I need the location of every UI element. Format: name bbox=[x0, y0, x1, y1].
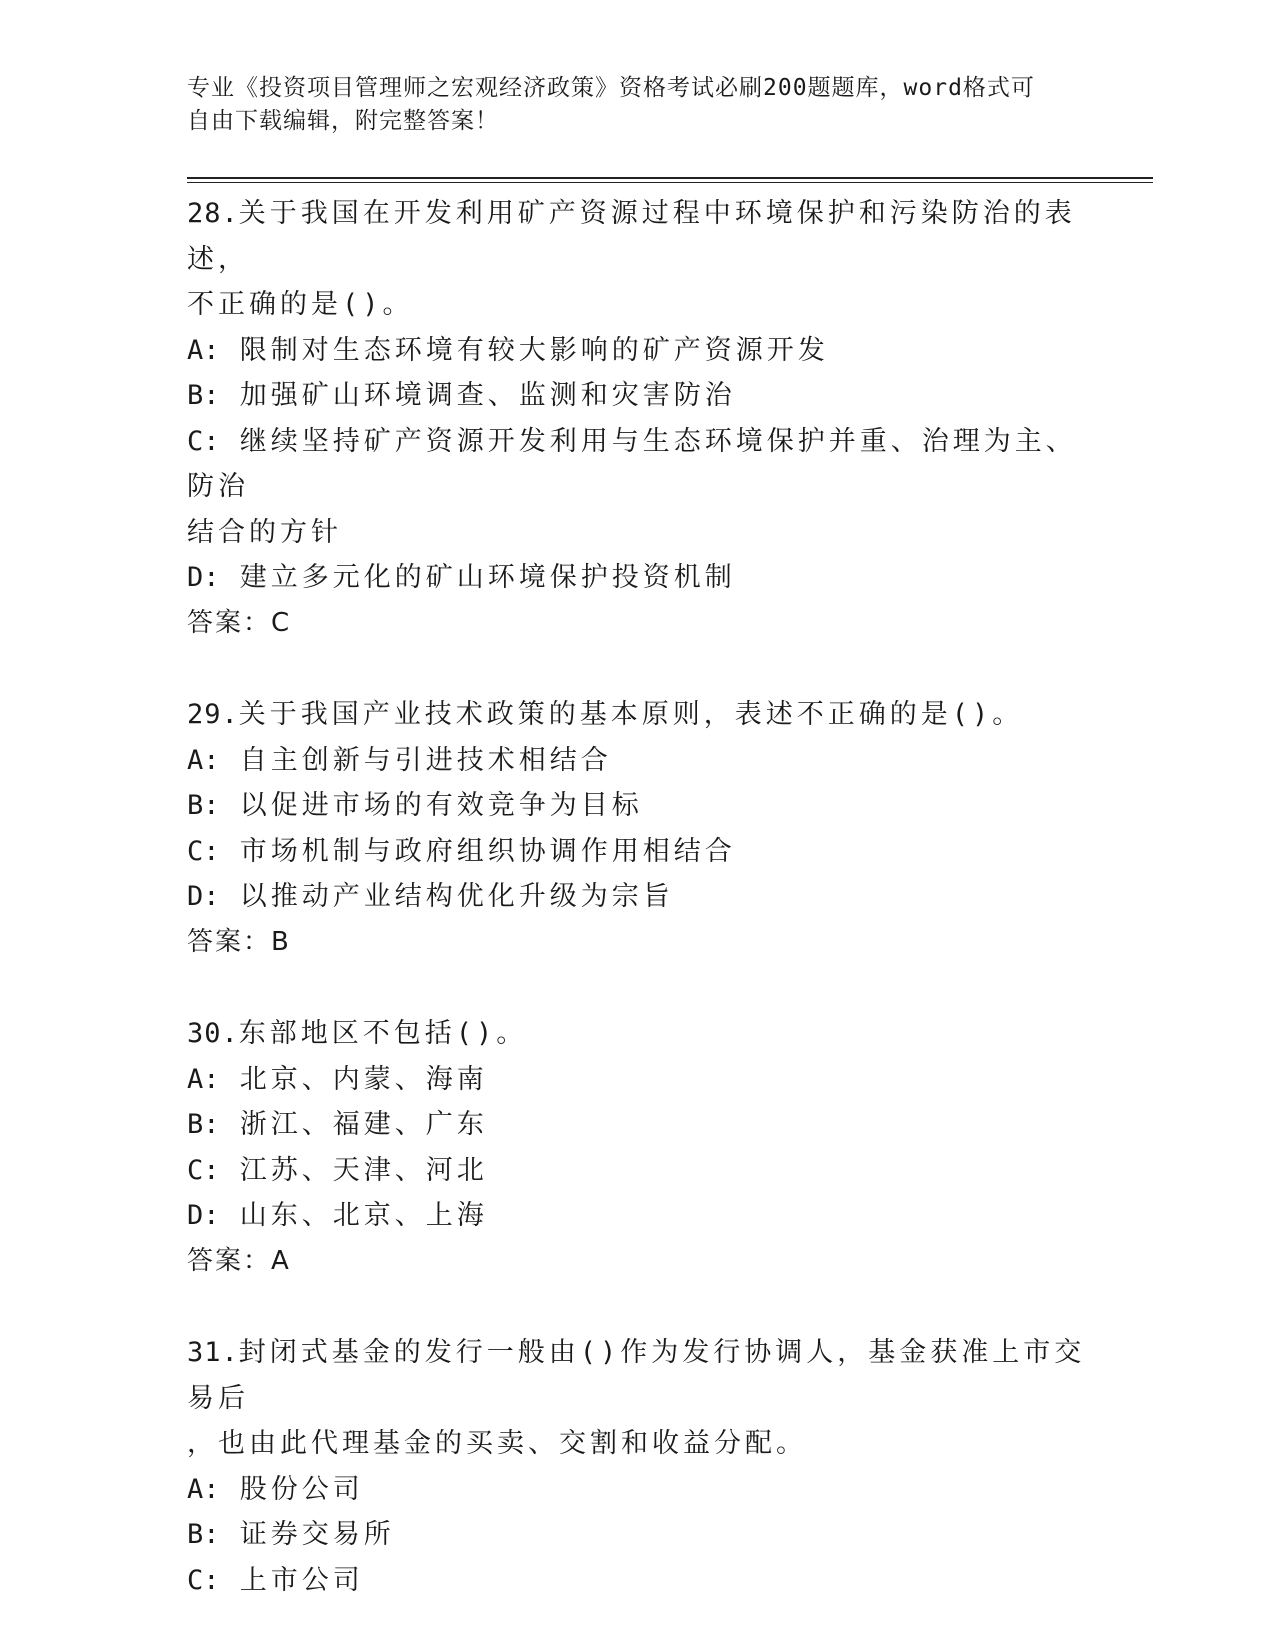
header-divider-thick bbox=[187, 177, 1153, 179]
option-letter: C: bbox=[187, 425, 220, 457]
header-divider-thin bbox=[187, 182, 1153, 183]
question-stem-line-1: 封闭式基金的发行一般由()作为发行协调人，基金获准上市交易后 bbox=[187, 1337, 1086, 1414]
option-letter: B: bbox=[187, 1519, 220, 1550]
question-stem-line-1: 关于我国在开发利用矿产资源过程中环境保护和污染防治的表述， bbox=[187, 198, 1076, 275]
option-c bbox=[187, 1558, 1087, 1604]
option-c bbox=[187, 419, 1087, 510]
option-letter: C: bbox=[187, 1154, 220, 1186]
option-letter: D: bbox=[187, 881, 220, 912]
option-b bbox=[187, 1102, 1087, 1148]
question-list bbox=[187, 191, 1087, 1649]
question-stem-line-1: 关于我国产业技术政策的基本原则，表述不正确的是()。 bbox=[238, 699, 1024, 730]
option-text: 山东、北京、上海 bbox=[239, 1200, 488, 1231]
question-number: 31. bbox=[187, 1337, 239, 1368]
question-stem bbox=[187, 1011, 1087, 1057]
header-title-line-1: 专业《投资项目管理师之宏观经济政策》资格考试必刷200题题库，word格式可 bbox=[187, 75, 1035, 101]
answer: 答案：B bbox=[187, 926, 291, 957]
answer: 答案：C bbox=[187, 607, 292, 638]
option-text: 市场机制与政府组织协调作用相结合 bbox=[239, 835, 736, 867]
option-b bbox=[187, 783, 1087, 829]
option-letter: A: bbox=[187, 334, 220, 366]
question-number: 28. bbox=[187, 198, 239, 229]
answer: 答案：A bbox=[187, 1245, 291, 1276]
option-text: 以促进市场的有效竞争为目标 bbox=[239, 790, 643, 821]
option-letter: B: bbox=[187, 1109, 220, 1140]
option-letter: C: bbox=[187, 1564, 220, 1596]
question-stem-line-2: 不正确的是()。 bbox=[187, 289, 414, 320]
option-a bbox=[187, 328, 1087, 374]
header-title-line-2: 自由下载编辑，附完整答案！ bbox=[187, 108, 499, 134]
option-text: 证券交易所 bbox=[239, 1519, 395, 1550]
option-c-continued: 结合的方针 bbox=[187, 516, 342, 548]
option-letter: D: bbox=[187, 1200, 220, 1231]
option-letter: B: bbox=[187, 380, 220, 411]
option-text: 继续坚持矿产资源开发利用与生态环境保护并重、治理为主、防治 bbox=[187, 425, 1077, 502]
option-d bbox=[187, 555, 1087, 601]
question-stem-line-1: 东部地区不包括()。 bbox=[238, 1018, 528, 1049]
option-letter: A: bbox=[187, 744, 220, 776]
option-a bbox=[187, 1057, 1087, 1103]
option-letter: A: bbox=[187, 1063, 220, 1095]
document-header bbox=[187, 72, 1067, 138]
option-text: 上市公司 bbox=[239, 1564, 364, 1596]
question-30 bbox=[187, 1011, 1087, 1284]
option-b bbox=[187, 1512, 1087, 1558]
option-text: 江苏、天津、河北 bbox=[239, 1154, 488, 1186]
option-text: 建立多元化的矿山环境保护投资机制 bbox=[239, 562, 736, 593]
option-letter: D: bbox=[187, 562, 220, 593]
option-text: 北京、内蒙、海南 bbox=[239, 1063, 488, 1095]
option-d bbox=[187, 1193, 1087, 1239]
option-d bbox=[187, 874, 1087, 920]
option-text: 自主创新与引进技术相结合 bbox=[239, 744, 612, 776]
option-c bbox=[187, 1148, 1087, 1194]
question-stem bbox=[187, 191, 1087, 282]
option-c bbox=[187, 829, 1087, 875]
option-text: 以推动产业结构优化升级为宗旨 bbox=[239, 881, 674, 912]
question-stem bbox=[187, 1330, 1087, 1421]
question-number: 29. bbox=[187, 699, 239, 730]
option-text: 股份公司 bbox=[239, 1473, 364, 1505]
option-b bbox=[187, 373, 1087, 419]
question-29 bbox=[187, 692, 1087, 965]
question-stem bbox=[187, 692, 1087, 738]
option-letter: A: bbox=[187, 1473, 220, 1505]
question-number: 30. bbox=[187, 1018, 239, 1049]
option-a bbox=[187, 738, 1087, 784]
question-31 bbox=[187, 1330, 1087, 1603]
option-text: 浙江、福建、广东 bbox=[239, 1109, 488, 1140]
option-a bbox=[187, 1467, 1087, 1513]
option-text: 加强矿山环境调查、监测和灾害防治 bbox=[239, 380, 736, 411]
option-letter: C: bbox=[187, 835, 220, 867]
question-stem-line-2: ，也由此代理基金的买卖、交割和收益分配。 bbox=[187, 1428, 807, 1459]
option-text: 限制对生态环境有较大影响的矿产资源开发 bbox=[239, 334, 829, 366]
question-28 bbox=[187, 191, 1087, 646]
option-letter: B: bbox=[187, 790, 220, 821]
